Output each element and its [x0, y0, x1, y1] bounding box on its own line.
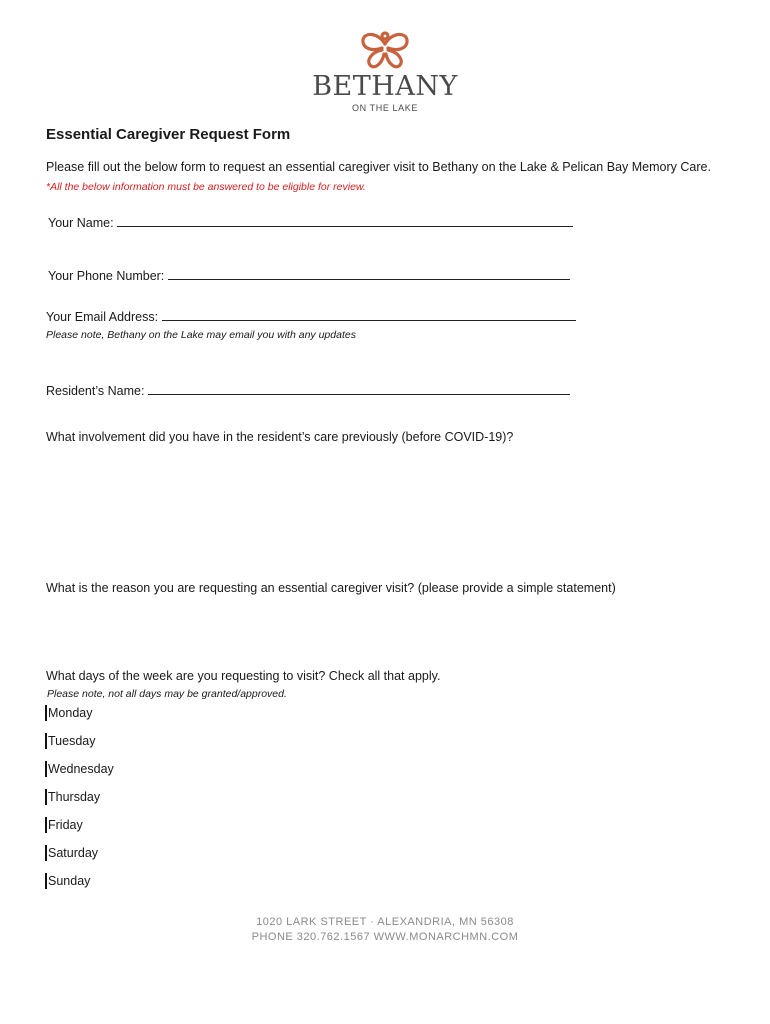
checkbox-icon[interactable]: [45, 845, 47, 861]
page-title: Essential Caregiver Request Form: [46, 126, 291, 143]
resident-label: Resident’s Name:: [46, 384, 145, 398]
day-label: Friday: [48, 818, 83, 832]
checkbox-icon[interactable]: [45, 761, 47, 777]
phone-input-line[interactable]: [168, 267, 570, 280]
days-question: What days of the week are you requesting to visit? Check all that apply.: [46, 669, 441, 683]
day-checkbox-tuesday[interactable]: [45, 732, 95, 750]
checkbox-icon[interactable]: [45, 817, 47, 833]
intro-paragraph: [46, 158, 726, 197]
day-checkbox-monday[interactable]: [45, 704, 92, 722]
email-label: Your Email Address:: [46, 310, 159, 324]
name-label: Your Name:: [48, 216, 114, 230]
requirement-note: *All the below information must be answered to be eligible for review.: [46, 181, 366, 193]
checkbox-icon[interactable]: [45, 705, 47, 721]
butterfly-logo-icon: [358, 30, 412, 70]
day-label: Tuesday: [48, 734, 96, 748]
days-note: Please note, not all days may be granted/approved.: [47, 688, 287, 700]
checkbox-icon[interactable]: [45, 789, 47, 805]
email-input-line[interactable]: [162, 308, 576, 321]
involvement-answer-area[interactable]: [46, 452, 726, 570]
email-field[interactable]: [46, 308, 576, 324]
day-label: Monday: [48, 706, 93, 720]
name-field[interactable]: [48, 214, 573, 230]
name-input-line[interactable]: [117, 214, 573, 227]
bethany-logo: [310, 30, 460, 116]
resident-field[interactable]: [46, 382, 570, 398]
resident-input-line[interactable]: [148, 382, 570, 395]
footer-contact: PHONE 320.762.1567 WWW.MONARCHMN.COM: [251, 931, 519, 943]
footer-address: 1020 LARK STREET · ALEXANDRIA, MN 56308: [256, 916, 514, 928]
checkbox-icon[interactable]: [45, 733, 47, 749]
day-checkbox-wednesday[interactable]: [45, 760, 114, 778]
day-label: Saturday: [48, 846, 99, 860]
involvement-question: What involvement did you have in the resident’s care previously (before COVID-19)?: [46, 430, 514, 444]
reason-question: What is the reason you are requesting an essential caregiver visit? (please provide a simple statement): [46, 581, 616, 595]
email-note: Please note, Bethany on the Lake may email you with any updates: [46, 329, 356, 341]
day-label: Thursday: [48, 790, 101, 804]
day-checkbox-thursday[interactable]: [45, 788, 100, 806]
checkbox-icon[interactable]: [45, 873, 47, 889]
phone-field[interactable]: [48, 267, 570, 283]
reason-answer-area[interactable]: [46, 602, 726, 662]
brand-name: BETHANY: [312, 71, 458, 102]
intro-text: Please fill out the below form to request an essential caregiver visit to Bethany on the Lake & Pelican Bay Memory Care.: [46, 160, 711, 174]
day-checkbox-sunday[interactable]: [45, 872, 90, 890]
brand-tagline: ON THE LAKE: [352, 103, 418, 113]
phone-label: Your Phone Number:: [48, 269, 165, 283]
day-label: Sunday: [48, 874, 91, 888]
day-checkbox-friday[interactable]: [45, 816, 83, 834]
day-label: Wednesday: [48, 762, 114, 776]
day-checkbox-saturday[interactable]: [45, 844, 98, 862]
